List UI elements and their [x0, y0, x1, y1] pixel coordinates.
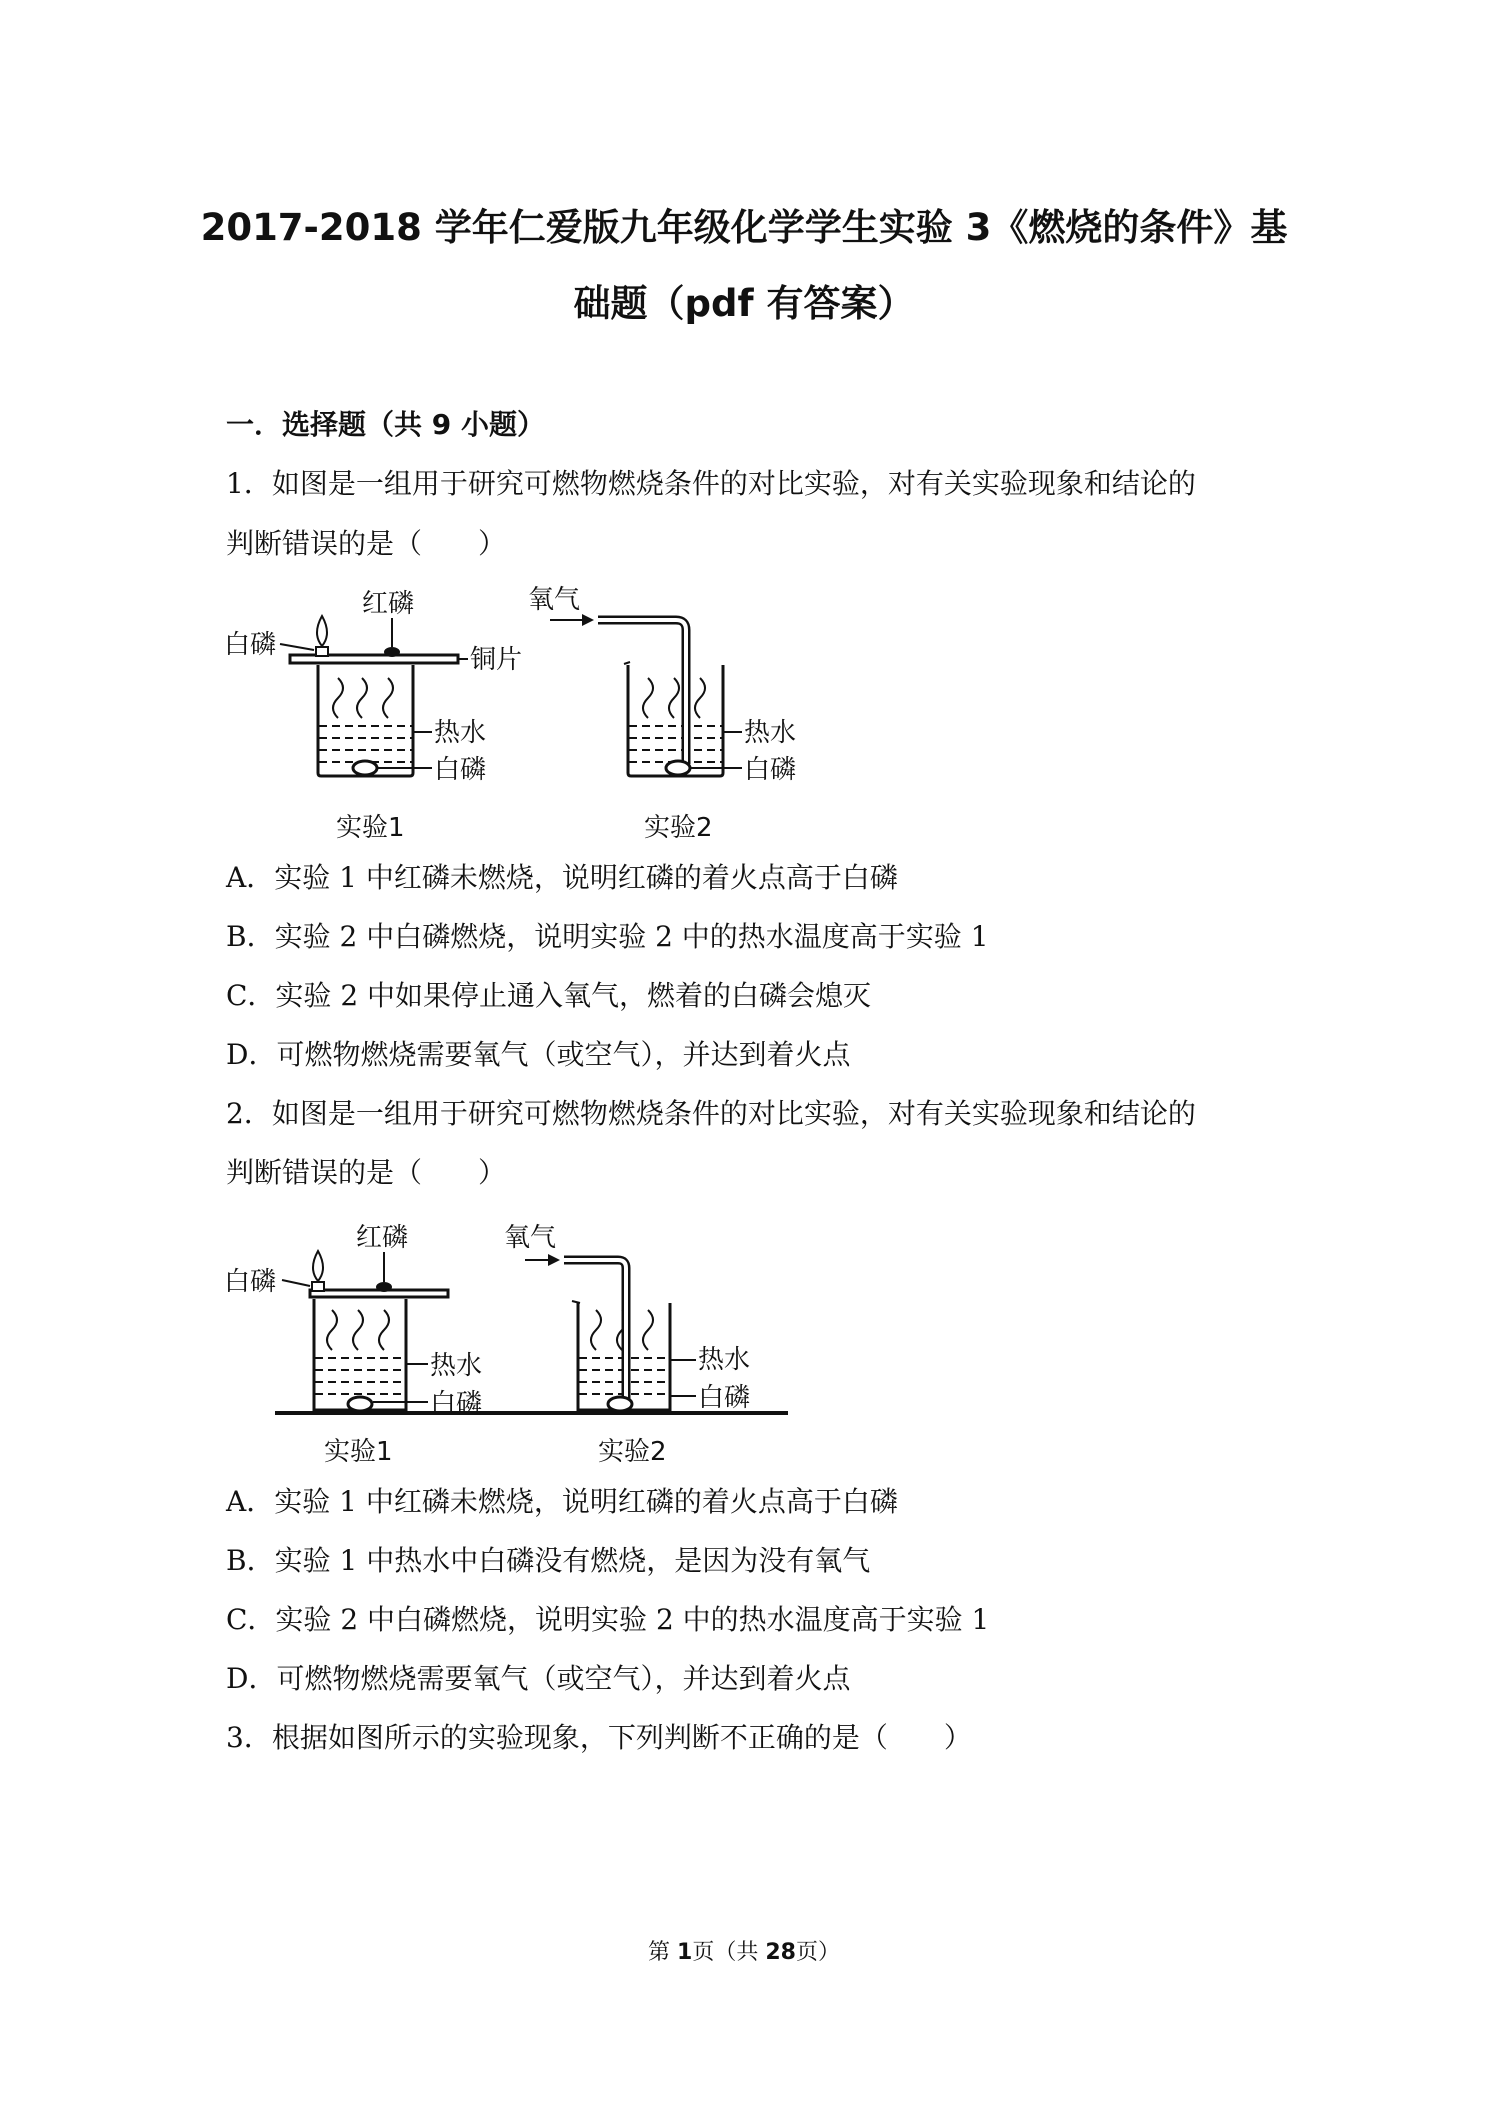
q2-option-c: C．实验 2 中白磷燃烧，说明实验 2 中的热水温度高于实验 1 [226, 1603, 990, 1636]
q1-stem-line-1: 1．如图是一组用于研究可燃物燃烧条件的对比实验，对有关实验现象和结论的 [226, 467, 1196, 500]
label-red-phosphorus: 红磷 [356, 1223, 409, 1253]
beaker-2 [628, 665, 723, 776]
white-phosphorus-underwater-2 [608, 1397, 632, 1411]
label-experiment-2: 实验2 [598, 1437, 667, 1467]
page-footer [0, 1935, 1488, 1966]
label-white-phosphorus-1: 白磷 [434, 755, 487, 785]
section-heading: 一．选择题（共 9 小题） [226, 408, 545, 441]
label-hot-water-1: 热水 [430, 1351, 483, 1381]
red-phosphorus [376, 1282, 392, 1292]
label-hot-water-2: 热水 [698, 1345, 751, 1375]
q2-stem-line-2: 判断错误的是（ ） [226, 1156, 507, 1189]
flame-icon [317, 616, 327, 646]
red-phosphorus [384, 647, 400, 657]
label-experiment-1: 实验1 [336, 813, 405, 843]
q1-exp2-apparatus [528, 585, 796, 843]
q1-experiment-figure [220, 578, 820, 848]
white-phosphorus-underwater-1 [348, 1397, 372, 1411]
q1-option-b: B．实验 2 中白磷燃烧，说明实验 2 中的热水温度高于实验 1 [226, 920, 989, 953]
document-title-line-1: 2017-2018 学年仁爱版九年级化学学生实验 3《燃烧的条件》基 [200, 206, 1288, 249]
label-white-phosphorus-top: 白磷 [224, 1267, 277, 1297]
footer-middle: 页（共 [692, 1940, 766, 1965]
label-oxygen: 氧气 [504, 1223, 557, 1253]
q1-stem-line-2: 判断错误的是（ ） [226, 527, 507, 560]
white-phosphorus-underwater-1 [353, 761, 377, 775]
footer-suffix: 页） [795, 1940, 840, 1965]
q1-exp1-apparatus [224, 589, 522, 843]
label-experiment-2: 实验2 [644, 813, 713, 843]
label-experiment-1: 实验1 [324, 1437, 393, 1467]
label-hot-water-2: 热水 [744, 718, 797, 748]
q2-stem-line-1: 2．如图是一组用于研究可燃物燃烧条件的对比实验，对有关实验现象和结论的 [226, 1097, 1196, 1130]
q2-option-a: A．实验 1 中红磷未燃烧，说明红磷的着火点高于白磷 [226, 1485, 898, 1518]
white-phosphorus-underwater-2 [666, 761, 690, 775]
label-copper-plate: 铜片 [470, 645, 523, 675]
label-white-phosphorus-1: 白磷 [430, 1389, 483, 1419]
arrow-right-icon [548, 1254, 560, 1266]
label-white-phosphorus-2: 白磷 [744, 755, 797, 785]
page-number: 1 [677, 1940, 693, 1965]
q1-option-d: D．可燃物燃烧需要氧气（或空气），并达到着火点 [226, 1038, 851, 1071]
q2-option-b: B．实验 1 中热水中白磷没有燃烧，是因为没有氧气 [226, 1544, 871, 1577]
label-white-phosphorus-top: 白磷 [224, 630, 277, 660]
q1-option-a: A．实验 1 中红磷未燃烧，说明红磷的着火点高于白磷 [226, 861, 898, 894]
q3-stem-line-1: 3．根据如图所示的实验现象，下列判断不正确的是（ ） [226, 1721, 972, 1754]
arrow-right-icon [582, 614, 594, 626]
q2-option-d: D．可燃物燃烧需要氧气（或空气），并达到着火点 [226, 1662, 851, 1695]
page-total: 28 [765, 1940, 796, 1965]
flame-icon [313, 1251, 323, 1281]
label-oxygen: 氧气 [528, 585, 581, 615]
document-title-line-2: 础题（pdf 有答案） [573, 282, 915, 325]
q2-experiment-figure [220, 1210, 820, 1480]
label-hot-water-1: 热水 [434, 718, 487, 748]
label-red-phosphorus: 红磷 [362, 589, 415, 619]
footer-prefix: 第 [648, 1940, 678, 1965]
q1-option-c: C．实验 2 中如果停止通入氧气，燃着的白磷会熄灭 [226, 979, 872, 1012]
q2-exp2-apparatus [504, 1223, 750, 1467]
label-white-phosphorus-2: 白磷 [698, 1383, 751, 1413]
